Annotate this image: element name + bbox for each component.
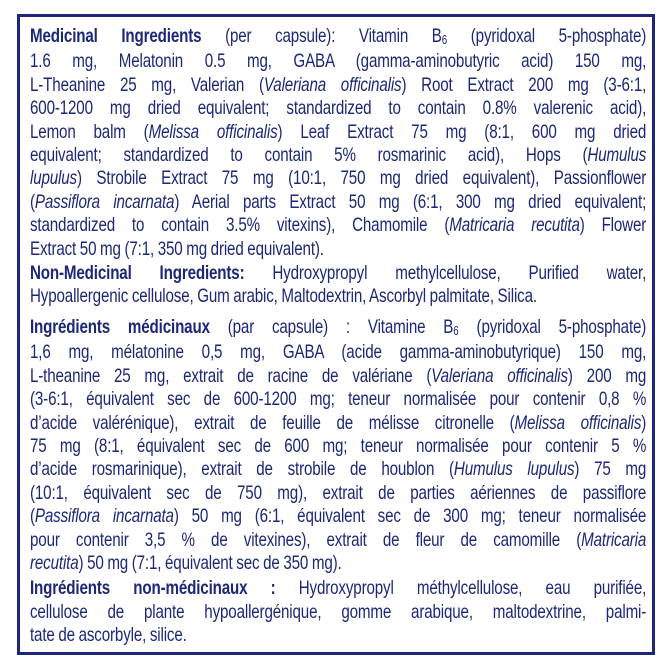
text-segment: standardized to contain 3.5% vitexins), Chamomile ( [30,214,450,237]
text-segment: ) Leaf Extract 75 mg (8:1, 600 mg dried [277,120,647,143]
text-line [30,601,646,624]
text-segment: Melissa officinalis [148,120,278,143]
text-line [30,214,646,237]
text-segment: ) 50 mg (6:1, équivalent sec de 300 mg; teneur normalisée [173,505,647,528]
text-segment: 1.6 mg, Melatonin 0.5 mg, GABA (gamma-aminobutyric acid) 150 mg, [30,50,647,73]
label-text [30,25,646,648]
text-segment: Valeriana officinalis [263,73,402,96]
text-segment: Extract 50 mg (7:1, 350 mg dried equivalent). [30,237,324,260]
text-line [30,505,646,528]
text-line [30,25,646,50]
text-segment: (pyridoxal 5-phosphate) [458,315,647,338]
text-segment: Lemon balm ( [30,120,149,143]
text-segment: L-Theanine 25 mg, Valerian ( [30,73,264,96]
text-segment: Humulus [587,144,647,167]
text-segment: Hydroxypropyl methylcellulose, Purified water, [244,262,647,285]
text-line [30,341,646,364]
ingredients-panel [17,14,655,655]
text-line [30,121,646,144]
text-line [30,191,646,214]
text-line [30,552,646,575]
text-line [30,97,646,120]
text-segment: Hypoallergenic cellulose, Gum arabic, Maltodextrin, Ascorbyl palmitate, Silica. [30,285,537,308]
text-line [30,50,646,73]
text-line [30,482,646,505]
text-segment: tate de ascorbyle, silice. [30,624,187,647]
text-segment: 1,6 mg, mélatonine 0,5 mg, GABA (acide gamma-aminobutyrique) 150 mg, [30,341,647,364]
text-segment: (pyridoxal 5-phosphate) [447,25,647,47]
text-segment: ( [30,190,35,213]
text-segment: Passiflora incarnata [34,505,174,528]
text-line [30,529,646,552]
text-line [30,412,646,435]
text-line [30,285,646,308]
text-segment: 6 [453,323,459,338]
non-medicinal-ingredients-en [30,262,646,309]
text-line [30,435,646,458]
text-segment: Hydroxypropyl méthylcellulose, eau purifiée, [275,577,647,600]
text-segment: d’acide valérénique), extrait de feuille de mélisse citronelle ( [30,411,515,434]
text-segment: Melissa officinalis [514,411,642,434]
text-segment: ) [641,411,647,434]
text-segment: Valeriana officinalis [431,364,568,387]
text-segment: d’acide rosmarinique), extrait de strobile de houblon ( [30,458,454,481]
section-heading: Ingrédients non-médicinaux : [30,577,276,600]
text-segment: ) Aerial parts Extract 50 mg (6:1, 300 mg dried equivalent; [174,190,647,213]
text-segment: ) 200 mg [567,364,647,387]
text-segment: 600-1200 mg dried equivalent; standardized to contain 0.8% valerenic acid), [30,97,647,120]
ingredients-non-medicinaux-fr [30,577,646,647]
text-segment: L-theanine 25 mg, extrait de racine de valériane ( [30,364,432,387]
text-segment: ) Strobile Extract 75 mg (10:1, 750 mg dried equivalent), Passionflower [76,167,647,190]
text-segment: 75 mg (8:1, équivalent sec de 600 mg; teneur normalisée pour contenir 5 % [30,434,647,457]
text-segment: Humulus lupulus [453,458,575,481]
text-line [30,262,646,285]
text-segment: pour contenir 3,5 % de vitexines), extrait de fleur de camomille ( [30,528,582,551]
text-line [30,388,646,411]
text-segment: (3-6:1, équivalent sec de 600-1200 mg; teneur normalisée pour contenir 0,8 % [30,388,647,411]
text-segment: ) Flower [579,214,647,237]
text-segment: ) 75 mg [574,458,647,481]
text-line [30,238,646,261]
text-segment: 6 [441,33,448,47]
text-segment: Matricaria [581,528,647,551]
text-segment: Passiflora incarnata [34,190,175,213]
text-line [30,577,646,600]
text-segment: ( [30,505,35,528]
text-segment: equivalent; standardized to contain 5% rosmarinic acid), Hops ( [30,144,588,167]
section-heading: Medicinal Ingredients [30,25,202,47]
text-segment: Matricaria recutita [449,214,580,237]
text-segment: (10:1, équivalent sec de 750 mg), extrait de parties aériennes de passiflore [30,481,647,504]
section-heading: Ingrédients médicinaux [30,315,210,338]
text-segment: cellulose de plante hypoallergénique, gomme arabique, maltodextrine, palmi- [30,600,647,623]
text-line [30,365,646,388]
ingredients-medicinaux-fr [30,316,646,575]
text-line [30,458,646,481]
text-line [30,316,646,341]
medicinal-ingredients-en [30,25,646,261]
text-line [30,624,646,647]
text-segment: ) 50 mg (7:1, équivalent sec de 350 mg). [78,551,342,574]
text-segment: recutita [30,551,79,574]
text-line [30,74,646,97]
section-heading: Non-Medicinal Ingredients: [30,262,245,285]
text-segment: lupulus [30,167,77,190]
text-line [30,167,646,190]
text-segment: ) Root Extract 200 mg (3-6:1, [401,73,647,96]
text-segment: (par capsule) : Vitamine B [209,315,454,338]
text-line [30,144,646,167]
text-segment: (per capsule): Vitamin B [201,25,442,47]
